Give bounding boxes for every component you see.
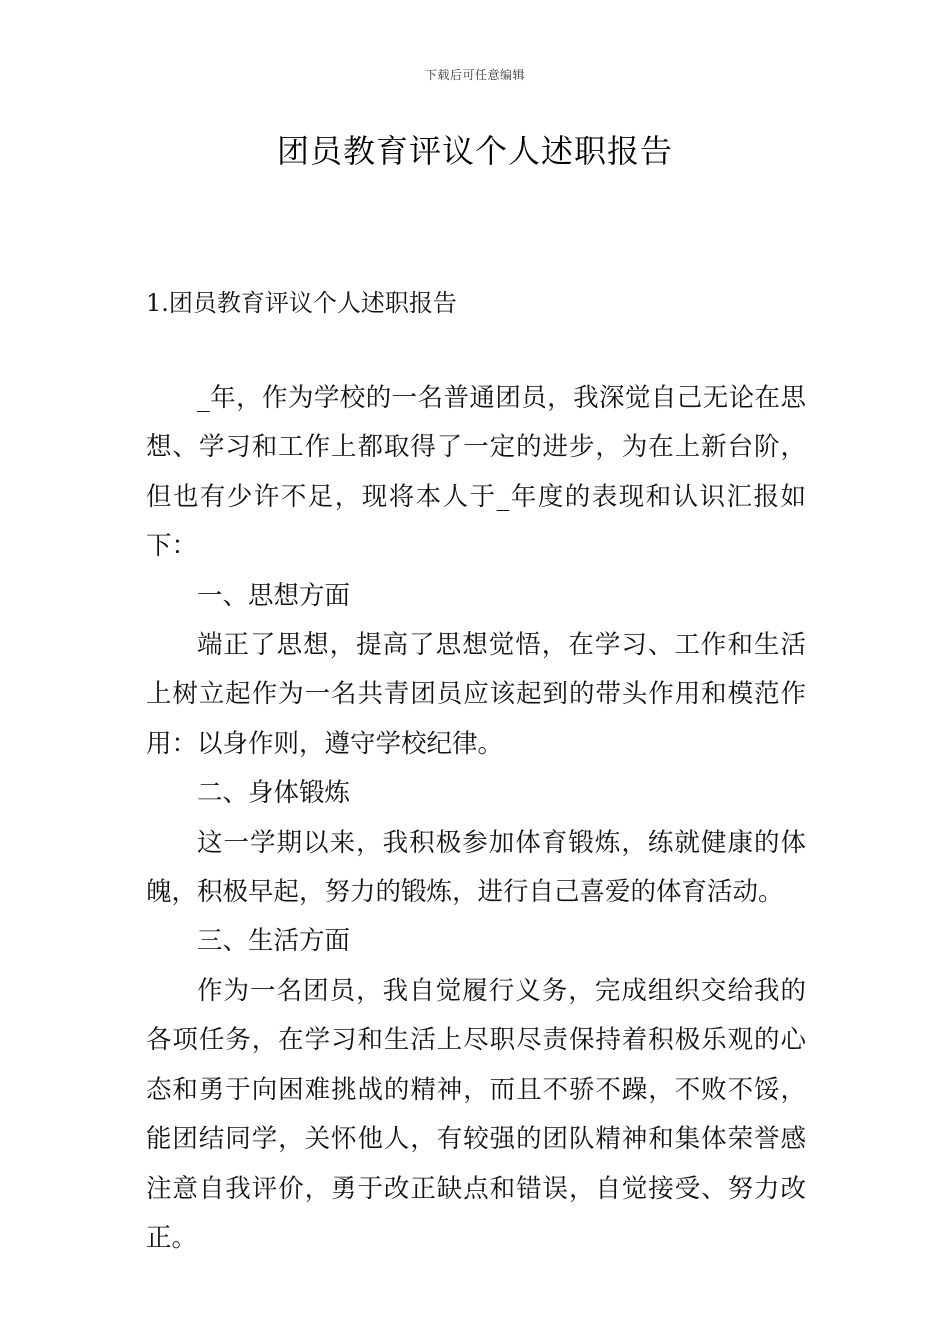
header-note: 下载后可任意编辑 bbox=[424, 68, 525, 82]
subheading-thought: 一、思想方面 bbox=[197, 580, 351, 611]
paragraph-thought: 端正了思想，提高了思想觉悟，在学习、工作和生活上树立起作为一名共青团员应该起到的带头作用和模范作用：以身作则，遵守学校纪律。 bbox=[146, 630, 806, 759]
document-body bbox=[146, 374, 806, 1263]
section-heading: 1.团员教育评议个人述职报告 bbox=[146, 289, 457, 317]
paragraph-exercise: 这一学期以来，我积极参加体育锻炼，练就健康的体魄，积极早起，努力的锻炼，进行自己喜爱的体育活动。 bbox=[146, 827, 806, 908]
paragraph-intro: _年，作为学校的一名普通团员，我深觉自己无论在思想、学习和工作上都取得了一定的进步，为在上新台阶，但也有少许不足，现将本人于_年度的表现和认识汇报如下： bbox=[146, 383, 806, 562]
document-title: 团员教育评议个人述职报告 bbox=[276, 132, 673, 170]
paragraph-life: 作为一名团员，我自觉履行义务，完成组织交给我的各项任务，在学习和生活上尽职尽责保持着积极乐观的心态和勇于向困难挑战的精神，而且不骄不躁，不败不馁，能团结同学，关怀他人，有较强的团队精神和集体荣誉感注意自我评价，勇于改正缺点和错误，自觉接受、努力改正。 bbox=[146, 975, 806, 1253]
subheading-life: 三、生活方面 bbox=[197, 926, 351, 957]
subheading-exercise: 二、身体锻炼 bbox=[197, 778, 351, 809]
